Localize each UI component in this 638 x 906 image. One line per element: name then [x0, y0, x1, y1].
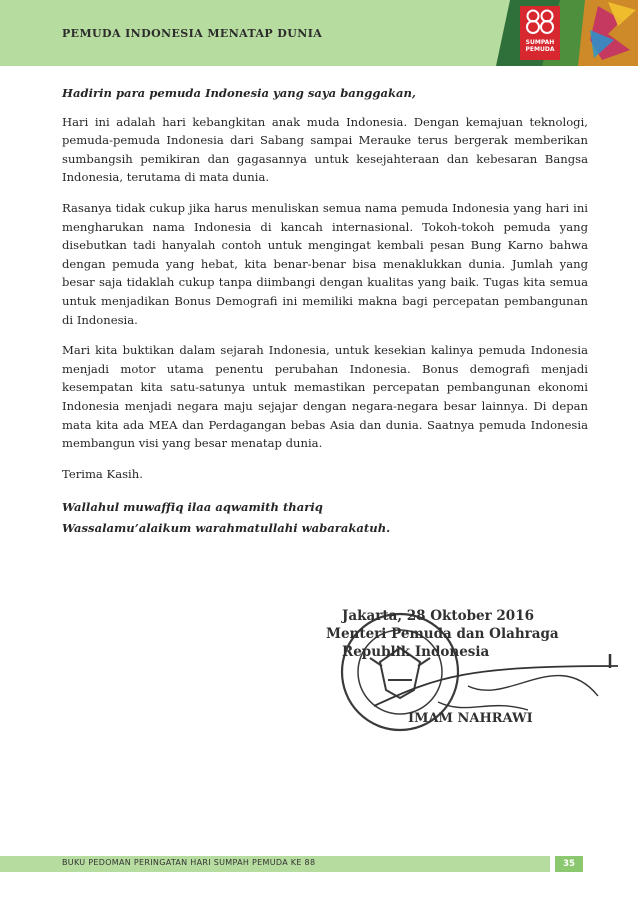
footer-title: BUKU PEDOMAN PERINGATAN HARI SUMPAH PEMUDA KE 88 — [62, 858, 316, 867]
paragraph: Rasanya tidak cukup jika harus menuliskan semua nama pemuda Indonesia yang hari ini mengharukan nama Indonesia di kancah internasional. Tokoh-tokoh pemuda yang disebutkan tadi hanyalah contoh untuk mengingat kembali pesan Bung Karno bahwa dengan pemuda yang hebat, kita benar-benar bisa menaklukkan dunia. Jumlah yang besar saja tidaklah cukup tanpa diimbangi dengan kualitas yang baik. Tugas kita semua untuk menjadikan Bonus Demografi ini memiliki makna bagi percepatan pembangunan di Indonesia. — [62, 200, 588, 327]
signatory-name: IMAM NAHRAWI — [408, 711, 533, 726]
letter-body — [62, 84, 588, 539]
signature-place-date: Jakarta, 28 Oktober 2016 — [342, 608, 534, 624]
signature-block — [318, 606, 628, 734]
paragraph: Hari ini adalah hari kebangkitan anak muda Indonesia. Dengan kemajuan teknologi, pemuda-pemuda Indonesia dari Sabang sampai Merauke terus bergerak memberikan sumbangsih pemikiran dan gagasannya untuk kesejahteraan dan kebesaran Bangsa Indonesia, terutama di mata dunia. — [62, 114, 588, 185]
closing-line-1: Wallahul muwaffiq ilaa aqwamith thariq — [62, 500, 323, 515]
page-header-title: PEMUDA INDONESIA MENATAP DUNIA — [62, 27, 323, 40]
signature-country: Republik Indonesia — [342, 644, 490, 660]
svg-text:SUMPAH: SUMPAH — [525, 39, 555, 46]
greeting: Hadirin para pemuda Indonesia yang saya banggakan, — [62, 86, 416, 100]
paragraph: Mari kita buktikan dalam sejarah Indonesia, untuk kesekian kalinya pemuda Indonesia menjadi motor utama penentu perubahan Indonesia. Bonus demografi menjadi kesempatan kita satu-satunya untuk memastikan percepatan pembangunan ekonomi Indonesia menjadi negara maju sejajar dengan negara-negara besar lainnya. Di depan mata kita ada MEA dan Perdagangan bebas Asia dan dunia. Saatnya pemuda Indonesia membangun visi yang besar menatap dunia. — [62, 343, 588, 451]
sumpah-pemuda-logo — [490, 0, 638, 66]
signature-title: Menteri Pemuda dan Olahraga — [326, 626, 559, 642]
svg-text:PEMUDA: PEMUDA — [525, 46, 555, 53]
closing-line-2: Wassalamu’alaikum warahmatullahi wabarakatuh. — [62, 521, 391, 536]
page-number: 35 — [555, 856, 583, 872]
thanks: Terima Kasih. — [62, 466, 143, 481]
